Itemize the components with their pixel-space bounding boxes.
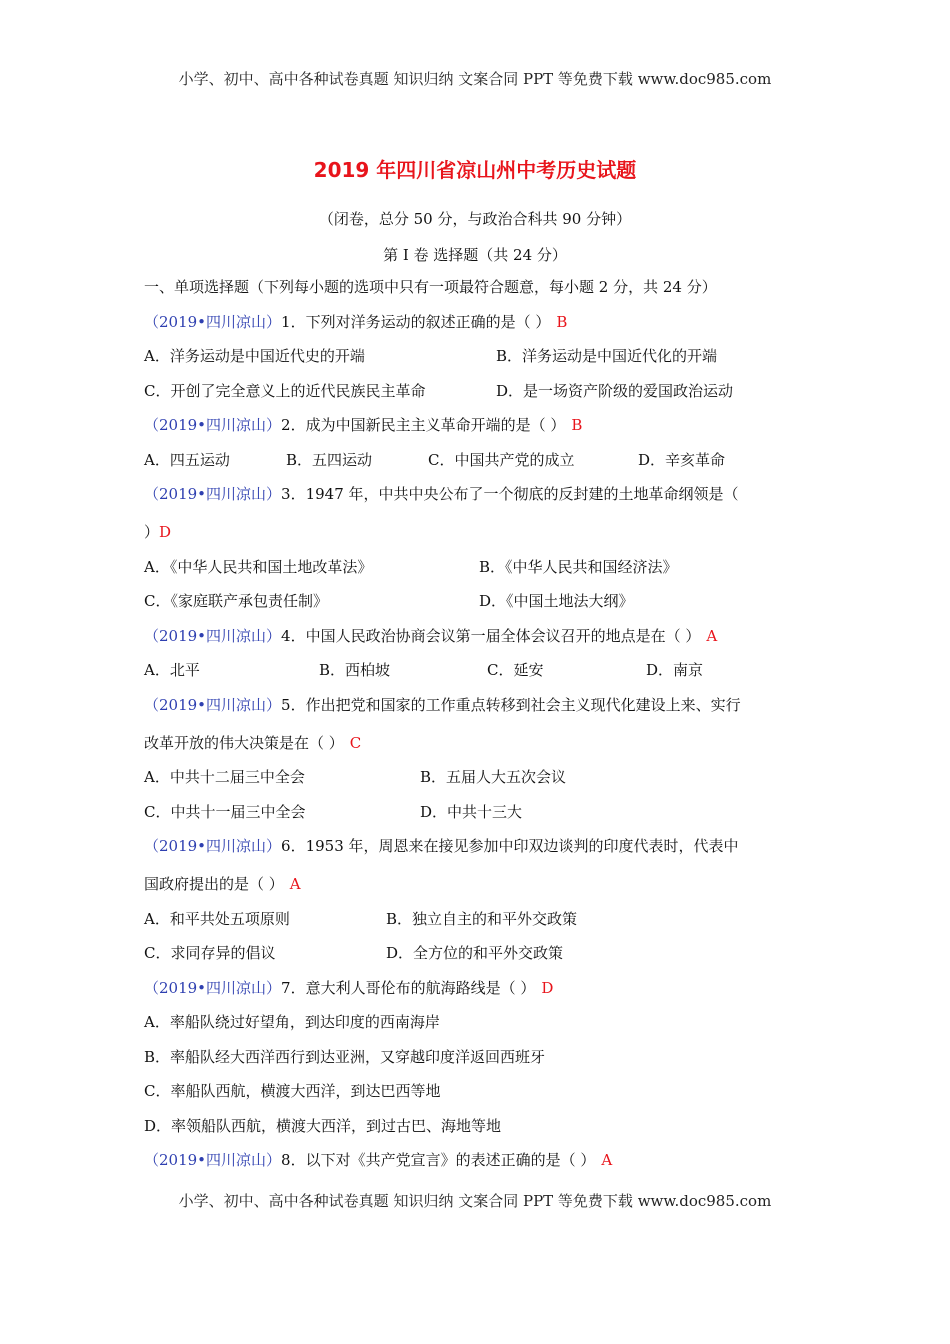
option-b: B．《中华人民共和国经济法》 [479,557,678,576]
option-b: B．西柏坡 [319,661,391,679]
option-a: A．率船队绕过好望角，到达印度的西南海岸 [144,1013,440,1031]
option-d: D．南京 [646,661,704,679]
question-stem-continued: 国政府提出的是（ ） [144,875,284,893]
question-6 [144,837,814,875]
part-heading: 第 I 卷 选择题（共 24 分） [383,246,567,264]
question-stem: 8．以下对《共产党宣言》的表述正确的是（ ） [281,1151,596,1169]
options-row [144,768,814,803]
answer-key: B [571,416,583,434]
option-b: B．五届人大五次会议 [420,768,567,786]
option-a: A．和平共处五项原则 [144,909,290,928]
option-c: C．求同存异的倡议 [144,944,276,962]
section-heading: 一、单项选择题（下列每小题的选项中只有一项最符合题意，每小题 2 分，共 24 分） [144,278,717,296]
option-c: C．《家庭联产承包责任制》 [144,592,328,610]
options-row [144,661,814,696]
option-b: B．率船队经大西洋西行到达亚洲，又穿越印度洋返回西班牙 [144,1047,546,1066]
questions-body [144,278,814,1186]
option-c: C．延安 [487,661,544,679]
options-row [144,944,814,979]
question-stem: 1．下列对洋务运动的叙述正确的是（ ） [281,312,551,331]
page-footer: 小学、初中、高中各种试卷真题 知识归纳 文案合同 PPT 等免费下载 www.doc985.com [178,1192,772,1210]
answer-key: A [706,626,718,645]
question-2 [144,416,814,451]
question-stem: 5．作出把党和国家的工作重点转移到社会主义现代化建设上来、实行 [281,695,741,714]
option-a: A．中共十二届三中全会 [144,768,305,786]
option-a: A．四五运动 [144,450,230,469]
question-source: （2019•四川凉山） [144,837,282,855]
question-5-continued [144,734,814,769]
option-d: D．是一场资产阶级的爱国政治运动 [496,381,734,400]
answer-key: D [541,978,554,997]
question-3-continued [144,523,814,558]
question-source: （2019•四川凉山） [144,626,282,645]
question-stem: 2．成为中国新民主主义革命开端的是（ ） [281,416,566,434]
option-a: A．北平 [144,661,200,679]
question-stem: 6．1953 年，周恩来在接见参加中印双边谈判的印度代表时，代表中 [281,837,739,855]
option-d: D．率领船队西航，横渡大西洋，到过古巴、海地等地 [144,1116,502,1135]
exam-subtitle: （闭卷，总分 50 分，与政治合科共 90 分钟） [318,210,632,228]
question-1 [144,313,814,348]
options-row [144,910,814,945]
option-a: A．《中华人民共和国土地改革法》 [144,557,373,576]
option-c: C．开创了完全意义上的近代民族民主革命 [144,381,426,400]
answer-key: A [289,875,301,893]
question-source: （2019•四川凉山） [144,312,282,331]
option-a: A．洋务运动是中国近代史的开端 [144,347,365,365]
question-stem: 3．1947 年，中共中央公布了一个彻底的反封建的土地革命纲领是（ [281,485,739,503]
question-stem: 7．意大利人哥伦布的航海路线是（ ） [281,978,536,997]
answer-key: B [556,312,568,331]
option-d: D．《中国土地法大纲》 [479,592,634,610]
answer-key: C [349,733,362,752]
question-stem-continued: 改革开放的伟大决策是在（ ） [144,733,344,752]
question-source: （2019•四川凉山） [144,485,282,503]
question-stem: 4．中国人民政治协商会议第一届全体会议召开的地点是在（ ） [281,626,701,645]
question-source: （2019•四川凉山） [144,978,282,997]
question-7 [144,979,814,1014]
question-stem-continued: ） [144,523,160,541]
answer-key: D [159,523,172,541]
question-source: （2019•四川凉山） [144,695,282,714]
options-row [144,347,814,382]
options-row [144,803,814,838]
question-5 [144,696,814,734]
option-b: B．独立自主的和平外交政策 [386,909,578,928]
answer-key: A [601,1151,613,1169]
option-d: D．中共十三大 [420,802,523,821]
question-source: （2019•四川凉山） [144,1151,282,1169]
question-6-continued [144,875,814,910]
exam-title: 2019 年四川省凉山州中考历史试题 [313,158,637,182]
page-header: 小学、初中、高中各种试卷真题 知识归纳 文案合同 PPT 等免费下载 www.doc985.com [178,70,772,88]
question-3 [144,485,814,523]
question-8 [144,1151,814,1186]
option-c: C．率船队西航，横渡大西洋，到达巴西等地 [144,1082,441,1100]
option-d: D．辛亥革命 [638,450,726,469]
option-d: D．全方位的和平外交政策 [386,944,564,962]
options-row [144,451,814,486]
option-c: C．中国共产党的成立 [428,450,575,469]
option-c: C．中共十一届三中全会 [144,802,306,821]
question-source: （2019•四川凉山） [144,416,282,434]
question-4 [144,627,814,662]
options-row [144,382,814,417]
option-b: B．洋务运动是中国近代化的开端 [496,347,718,365]
option-b: B．五四运动 [286,450,373,469]
options-row [144,558,814,593]
options-row [144,592,814,627]
